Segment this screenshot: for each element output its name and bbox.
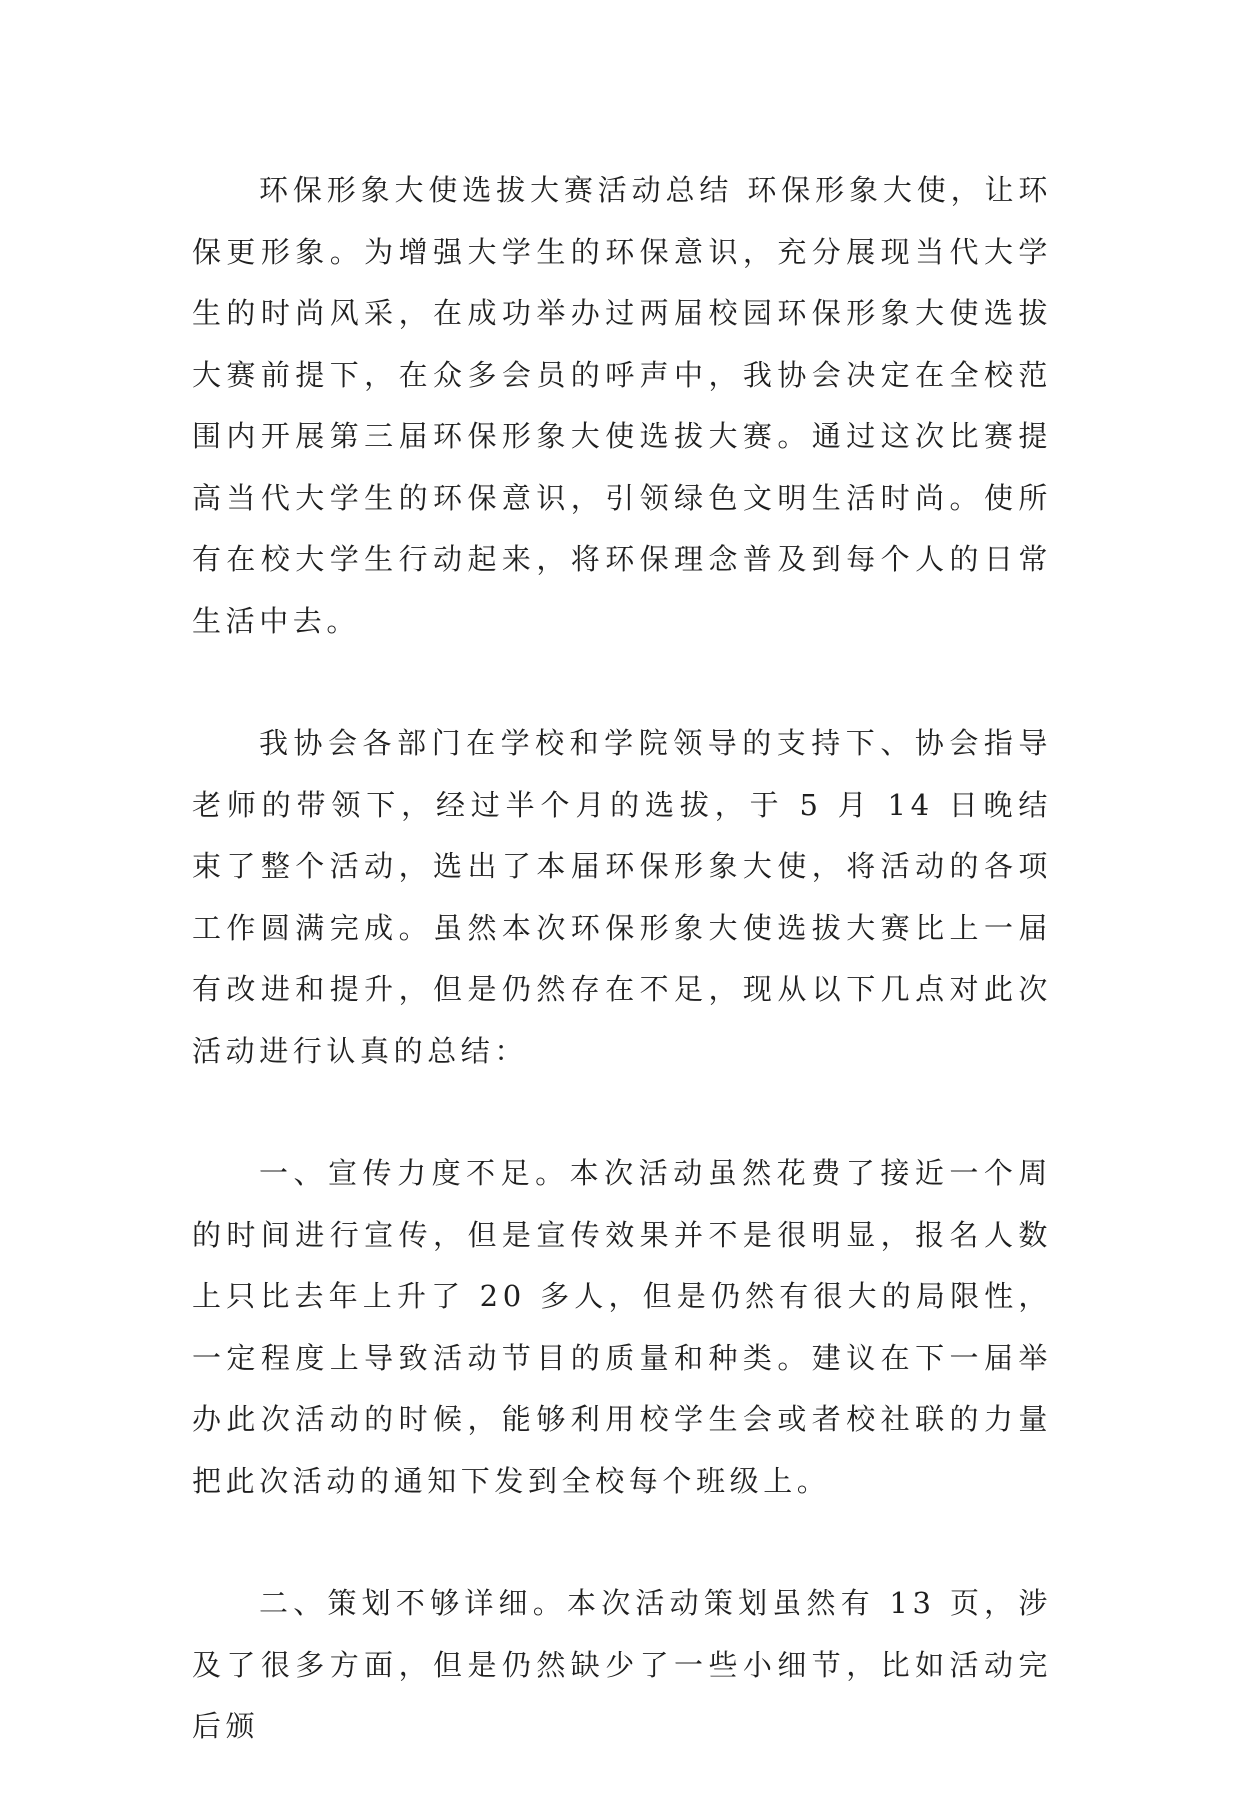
- paragraph-intro: 环保形象大使选拔大赛活动总结 环保形象大使，让环保更形象。为增强大学生的环保意识，充分展现当代大学生的时尚风采，在成功举办过两届校园环保形象大使选拔大赛前提下，在众多会员的呼声中，我协会决定在全校范围内开展第三届环保形象大使选拔大赛。通过这次比赛提高当代大学生的环保意识，引领绿色文明生活时尚。使所有在校大学生行动起来，将环保理念普及到每个人的日常生活中去。: [192, 173, 1052, 638]
- document-body: [192, 160, 1052, 1819]
- paragraph-point-two: 二、策划不够详细。本次活动策划虽然有 13 页，涉及了很多方面，但是仍然缺少了一些小细节，比如活动完后颁: [192, 1586, 1052, 1743]
- paragraph-point-one: 一、宣传力度不足。本次活动虽然花费了接近一个周的时间进行宣传，但是宣传效果并不是很明显，报名人数上只比去年上升了 20 多人，但是仍然有很大的局限性，一定程度上导致活动节目的质量和种类。建议在下一届举办此次活动的时候，能够利用校学生会或者校社联的力量把此次活动的通知下发到全校每个班级上。: [192, 1156, 1052, 1498]
- paragraph-overview: 我协会各部门在学校和学院领导的支持下、协会指导老师的带领下，经过半个月的选拔，于 5 月 14 日晚结束了整个活动，选出了本届环保形象大使，将活动的各项工作圆满完成。虽然本次环保形象大使选拔大赛比上一届有改进和提升，但是仍然存在不足，现从以下几点对此次活动进行认真的总结：: [192, 726, 1052, 1068]
